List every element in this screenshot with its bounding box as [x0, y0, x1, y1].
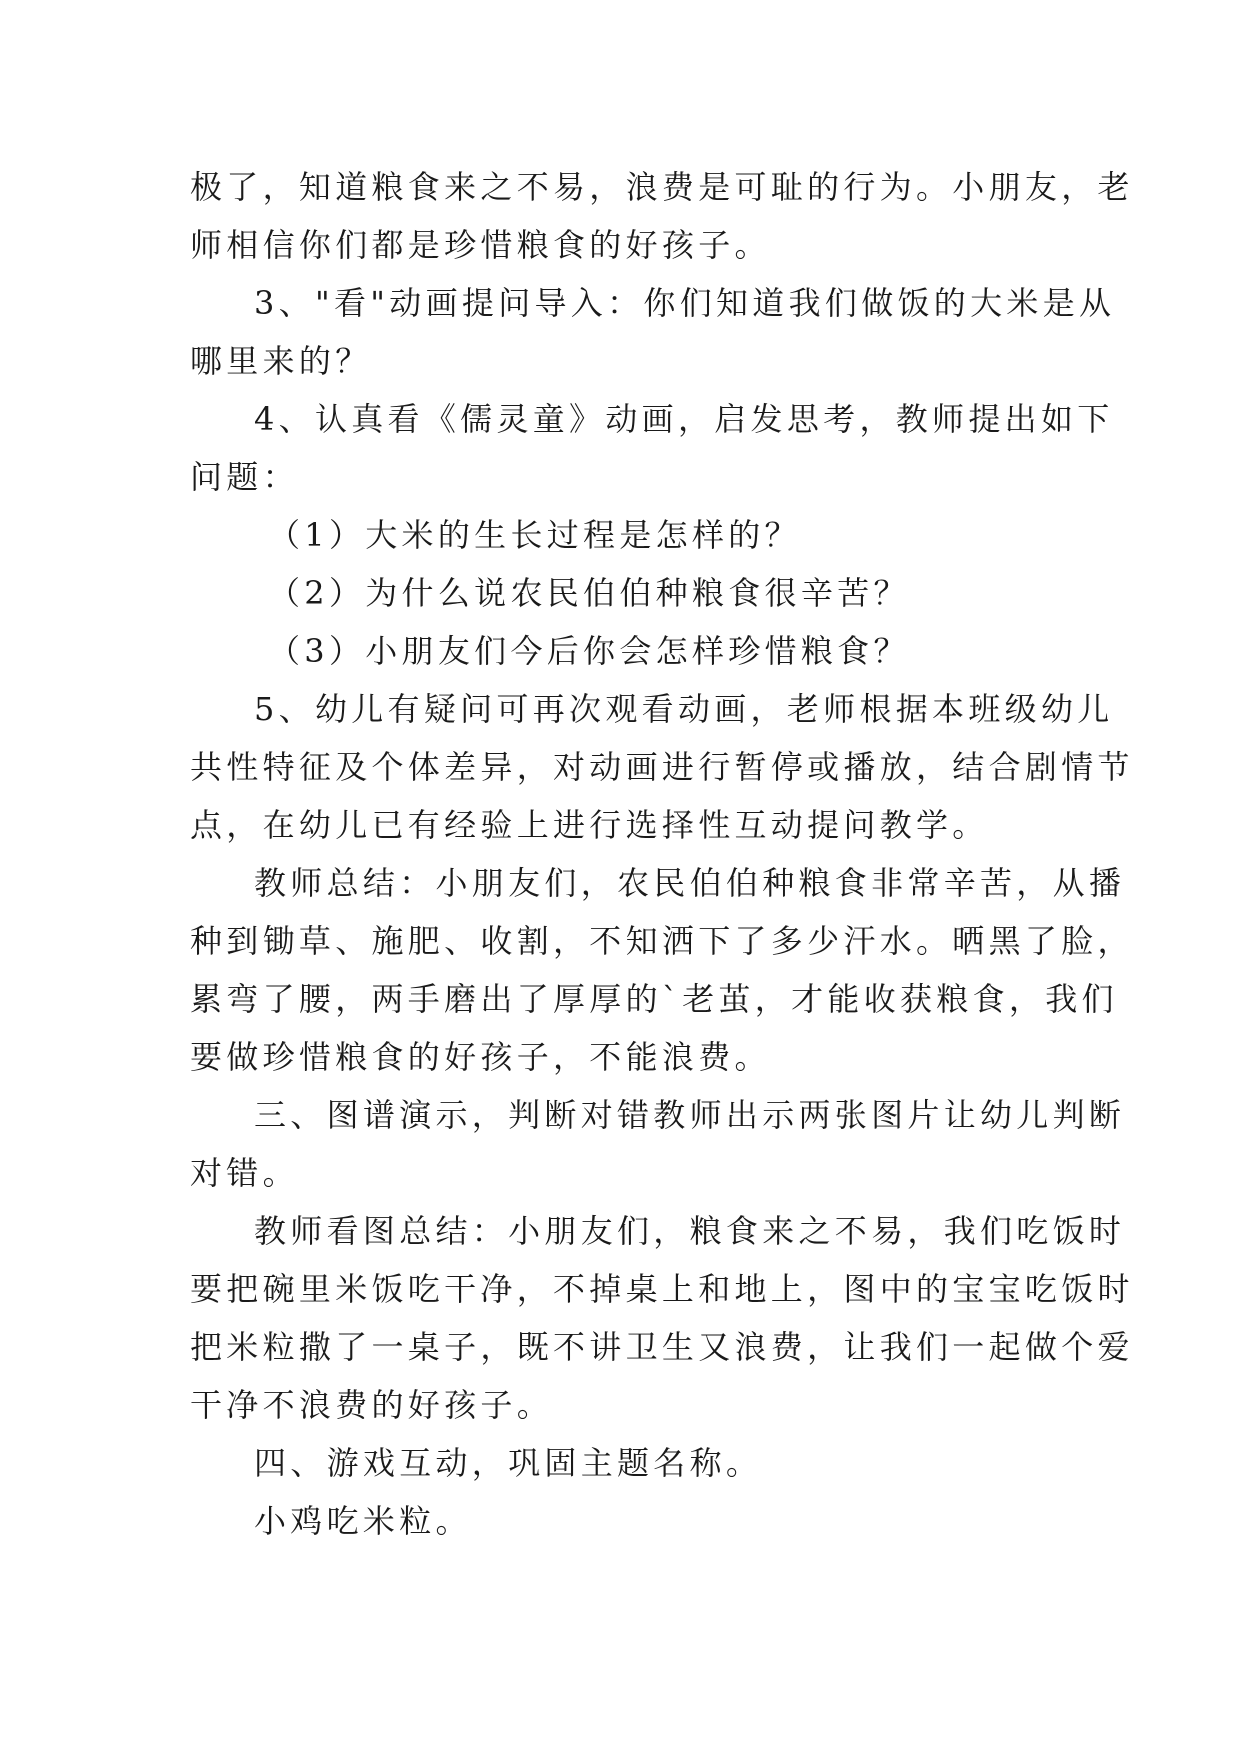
text-line: 三、图谱演示，判断对错教师出示两张图片让幼儿判断	[254, 1096, 1126, 1134]
text-line: 教师总结：小朋友们，农民伯伯种粮食非常辛苦，从播	[254, 864, 1126, 902]
text-line: 把米粒撒了一桌子，既不讲卫生又浪费，让我们一起做个爱	[190, 1328, 1134, 1366]
text-line: 对错。	[190, 1154, 299, 1192]
text-line: 种到锄草、施肥、收割，不知洒下了多少汗水。晒黑了脸，	[190, 922, 1134, 960]
text-line: 点，在幼儿已有经验上进行选择性互动提问教学。	[190, 806, 989, 844]
text-line: 师相信你们都是珍惜粮食的好孩子。	[190, 226, 771, 264]
question-item: （3）小朋友们今后你会怎样珍惜粮食？	[268, 632, 910, 670]
text-line: 4、认真看《儒灵童》动画，启发思考，教师提出如下	[254, 400, 1114, 438]
text-line: 共性特征及个体差异，对动画进行暂停或播放，结合剧情节	[190, 748, 1134, 786]
text-line: 累弯了腰，两手磨出了厚厚的`老茧，才能收获粮食，我们	[190, 980, 1118, 1018]
text-line: 5、幼儿有疑问可再次观看动画，老师根据本班级幼儿	[254, 690, 1114, 728]
text-line: 要做珍惜粮食的好孩子，不能浪费。	[190, 1038, 771, 1076]
text-line: 问题：	[190, 458, 299, 496]
text-line: 极了，知道粮食来之不易，浪费是可耻的行为。小朋友，老	[190, 168, 1134, 206]
question-item: （1）大米的生长过程是怎样的？	[268, 516, 801, 554]
text-line: 教师看图总结：小朋友们，粮食来之不易，我们吃饭时	[254, 1212, 1126, 1250]
section-heading: 四、游戏互动，巩固主题名称。	[254, 1444, 763, 1482]
text-line: 哪里来的？	[190, 342, 372, 380]
text-line: 3、"看"动画提问导入：你们知道我们做饭的大米是从	[254, 284, 1116, 322]
text-line: 要把碗里米饭吃干净，不掉桌上和地上，图中的宝宝吃饭时	[190, 1270, 1134, 1308]
body-text	[190, 158, 1134, 1550]
text-line: 小鸡吃米粒。	[254, 1502, 472, 1540]
question-item: （2）为什么说农民伯伯种粮食很辛苦？	[268, 574, 910, 612]
text-line: 干净不浪费的好孩子。	[190, 1386, 554, 1424]
